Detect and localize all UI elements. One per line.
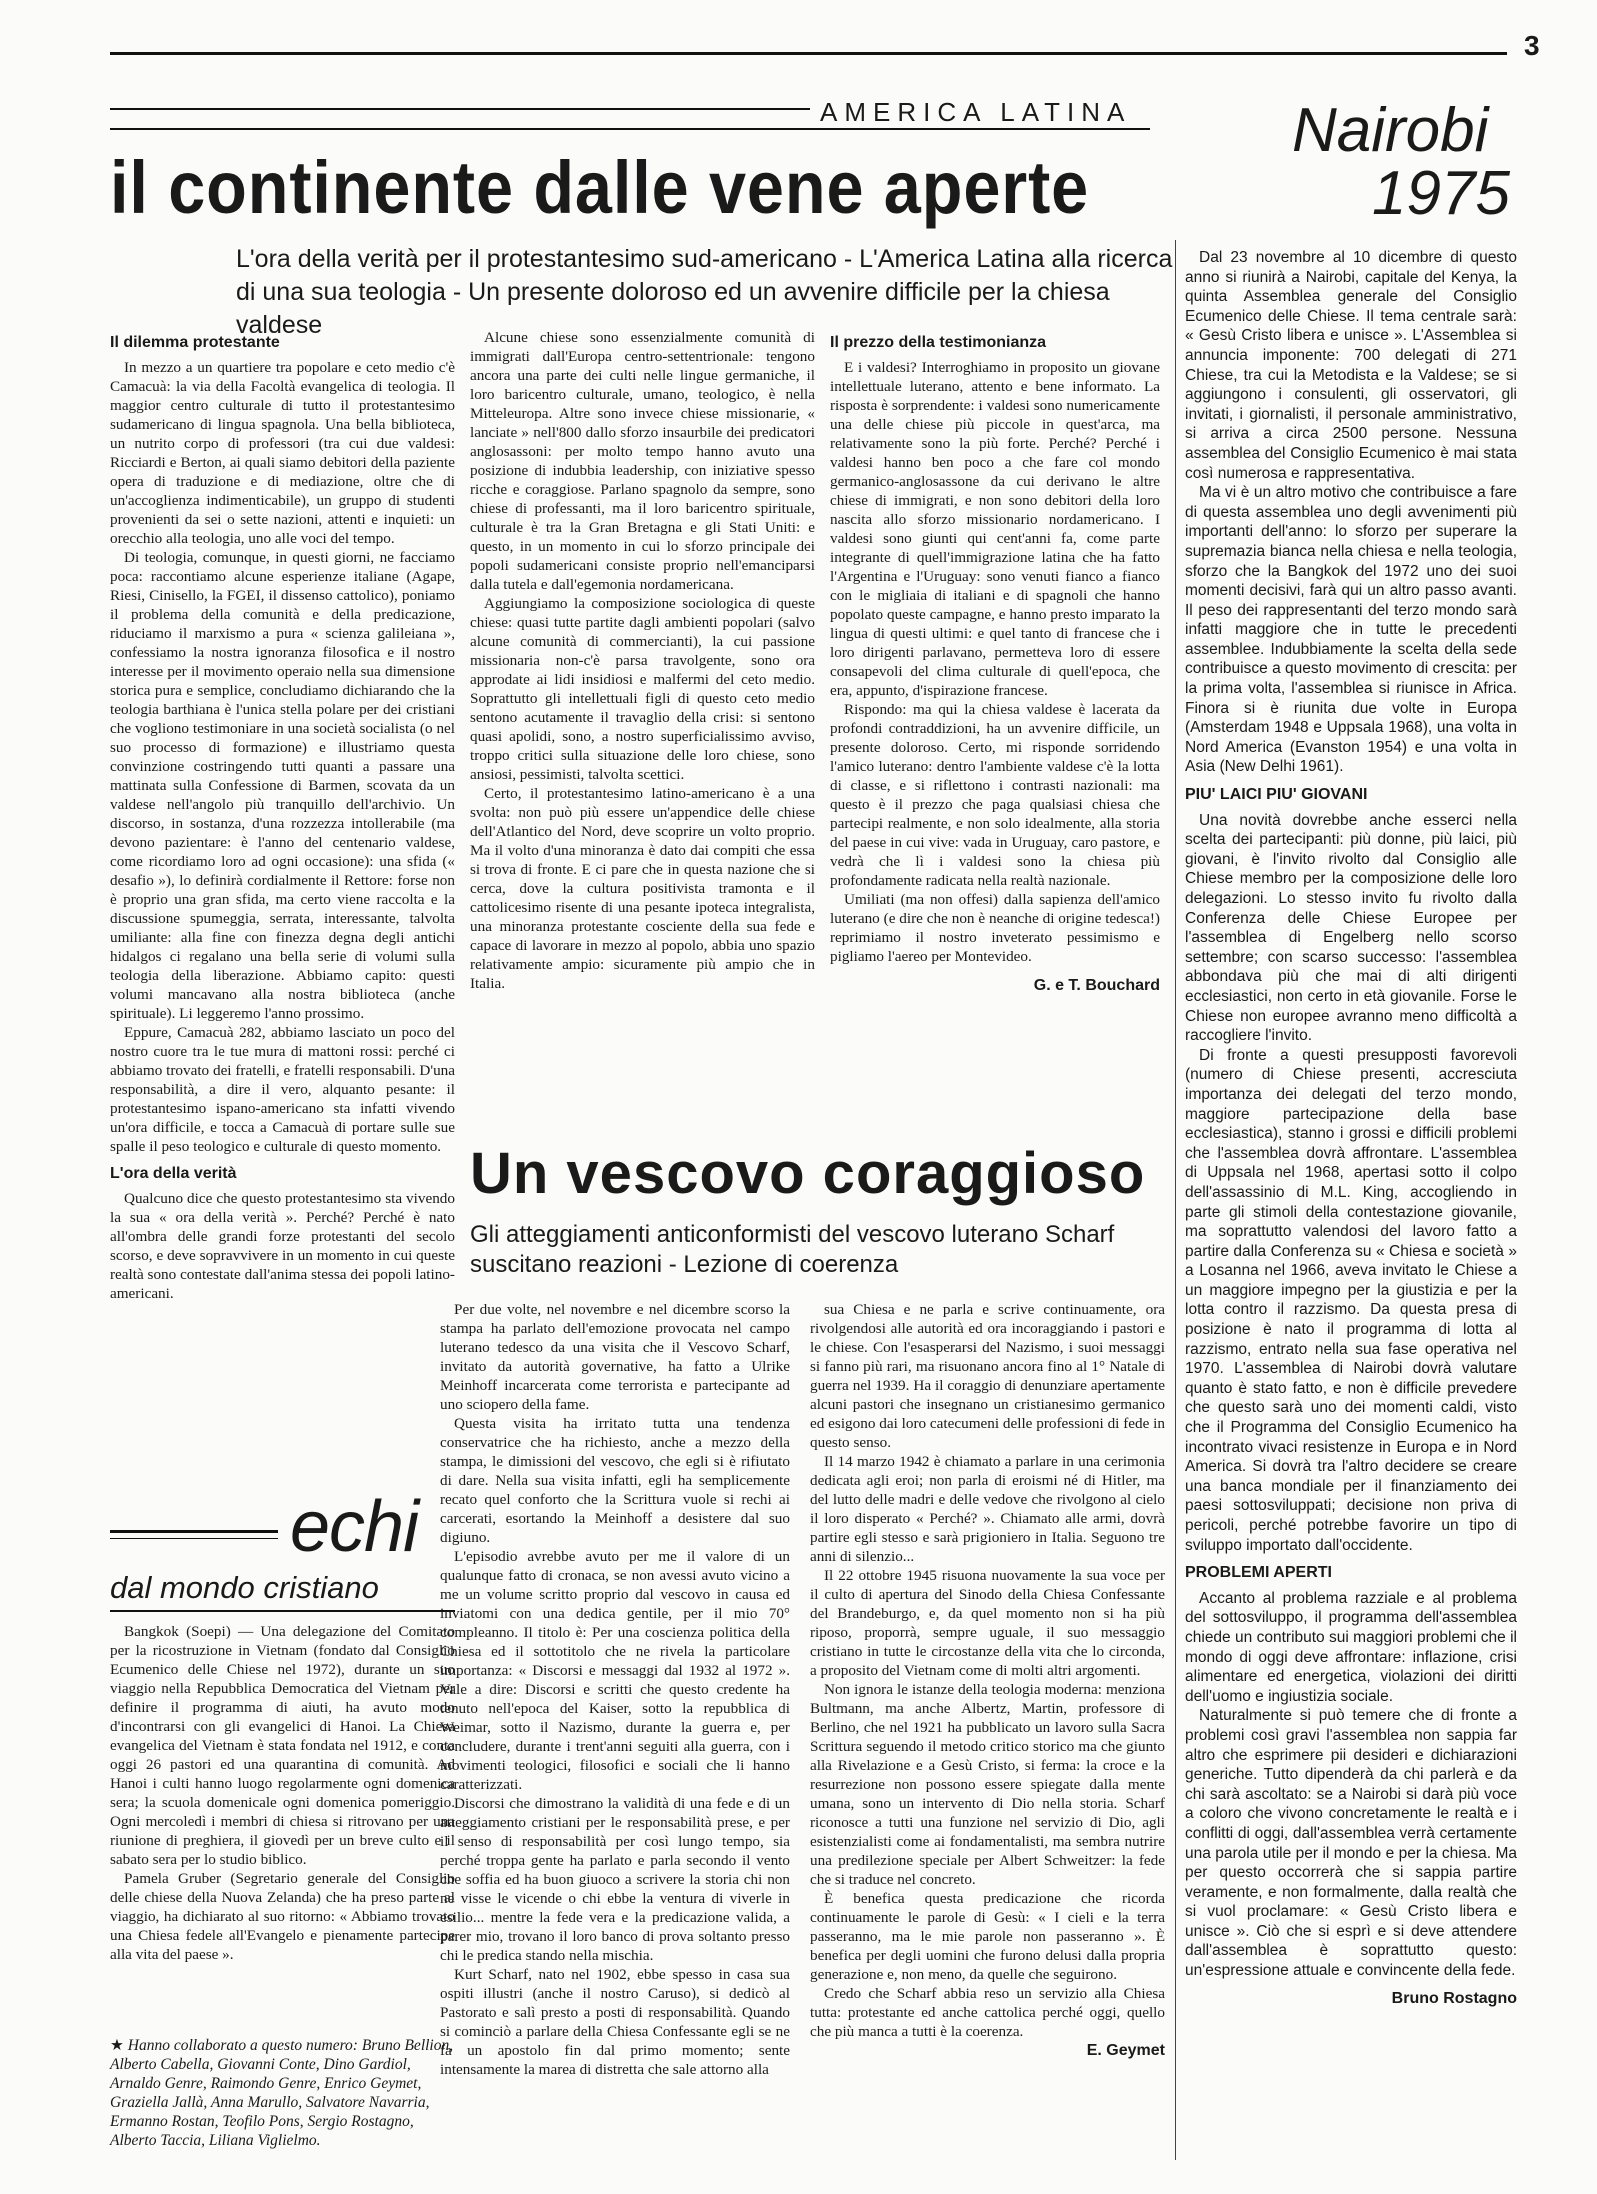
article1-column3 (830, 325, 1160, 995)
paragraph: Ma vi è un altro motivo che contribuisce a fare di questa assemblea uno degli avvenimenti più importanti dell'anno: lo sforzo per superare la supremazia bianca nella chiesa e nella teologia, sforzo che la Bangkok del 1972 uno dei suoi momenti decisivi, farà qui un altro passo avanti. Il peso dei rappresentanti del terzo mondo sarà infatti maggiore che in tutte le precedenti assemblee. Indubbiamente la scelta della sede contribuisce a questo movimento di crescita: per la prima volta, l'assemblea si riunisce in Africa. Finora si è riunita due volte in Europa (Amsterdam 1948 e Uppsala 1968), una volta in Nord America (Evanston 1954) e una volta in Asia (New Delhi 1961). (1185, 484, 1517, 776)
paragraph: Umiliati (ma non offesi) dalla sapienza dell'amico luterano (e dire che non è neanche di origine tedesca!) reprimiamo il nostro inveterato pessimismo e pigliamo l'aereo per Montevideo. (830, 891, 1160, 965)
nairobi-signature: Bruno Rostagno (1391, 1989, 1517, 2007)
echi-body (110, 1622, 455, 1964)
paragraph: Pamela Gruber (Segretario generale del Consiglio delle chiese della Nuova Zelanda) che ha preso parte al viaggio, ha dichiarato al suo ritorno: « Abbiamo trovato una Chiesa fedele all'Evangelo e pienamente partecipe alla vita del paese ». (110, 1870, 455, 1963)
article2-column2 (810, 1300, 1165, 2060)
paragraph: Aggiungiamo la composizione sociologica di queste chiese: quasi tutte partite dagli ambienti popolari (salvo alcune comunità di commercianti), la cui passione missionaria non-c'è parsa travolgente, sono ora approdate ai lidi insidiosi e malfermi del ceto medio. Soprattutto gli intellettuali figli di questo ceto medio sentono acutamente il travaglio della crisi: si sentono quasi apolidi, sono, a nostro superficialissimo avviso, troppo critici sulla situazione delle loro chiese, sono ansiosi, pessimisti, talvolta scettici. (470, 595, 815, 783)
headline-rule (110, 128, 1150, 130)
paragraph: In mezzo a un quartiere tra popolare e ceto medio c'è Camacuà: la via della Facoltà evangelica di teologia. Il maggior centro culturale di tutto il protestantesimo sudamericano di lingua spagnola. Una bella biblioteca, un nutrito corpo di professori (tra cui due valdesi: Ricciardi e Berton, ai quali siamo debitori della paziente opera di traduzione e di mediazione, oltre che di un'accoglienza indimenticabile), un gruppo di studenti provenienti da sei o sette nazioni, attenti e inquieti: un orecchio alla teologia, uno alle voci del tempo. (110, 359, 455, 547)
article1-column1 (110, 325, 455, 1303)
paragraph: Discorsi che dimostrano la validità di una fede e di un atteggiamento cristiani per le responsabilità prese, e per il senso di responsabilità per così lungo tempo, sia perché troppa gente ha parlato e parla secondo il vento che soffia ed ha buon giuoco a scrivere la storia chi non ne visse le vicende o chi ebbe la ventura di viverle in esilio... mentre la fede vera e la predicazione valida, a parer mio, trovano il loro banco di prova soltanto presso chi le predica stando nella mischia. (440, 1795, 790, 1964)
paragraph: È benefica questa predicazione che ricorda continuamente le parole di Gesù: « I cieli e la terra passeranno, ma le mie parole non passeranno ». È benefica per degli uomini che furono delusi dalla propria generazione e, non meno, da quelle che seguirono. (810, 1890, 1165, 1983)
subheading: L'ora della verità (110, 1165, 237, 1182)
side-title-line2: 1975 (1372, 159, 1510, 228)
paragraph: Accanto al problema razziale e al problema del sottosviluppo, il programma dell'assemblea chiede un contributo sui maggiori problemi che il mondo di oggi deve affrontare: inflazione, crisi alimentare ed energetica, violazioni dei diritti dell'uomo e ingiustizia sociale. (1185, 1589, 1517, 1705)
paragraph: Kurt Scharf, nato nel 1902, ebbe spesso in casa sua ospiti illustri (anche il nostro Caruso), si dedicò al Pastorato e salì presto a posti di responsabilità. Quando si cominciò a parlare della Chiesa Confessante egli se ne fa un apostolo fin dal primo momento; sente intensamente la marea di distretta che sale attorno alla (440, 1966, 790, 2078)
article1-column2 (470, 328, 815, 993)
paragraph: Credo che Scharf abbia reso un servizio alla Chiesa tutta: protestante ed anche cattolica perché oggi, quello che più manca a tutti è la coerenza. (810, 1985, 1165, 2040)
paragraph: Non ignora le istanze della teologia moderna: menziona Bultmann, ma anche Albertz, Martin, professore di Berlino, che nel 1921 ha pubblicato un lavoro sulla Sacra Scrittura seguendo il metodo critico storico ma che giunto alla Rivelazione e a Gesù Cristo, si ferma: la croce e la resurrezione non possono essere spiegate dalla mente umana, sono un intervento di Dio nella storia. Scharf riconosce a tutti una funzione nel servizio di Dio, agli esistenzialisti come ai fondamentalisti, ma sembra nutrire una predilezione speciale per Albert Schweitzer: la fede che si traduce nel concreto. (810, 1681, 1165, 1888)
side-title-line1: Nairobi (1292, 96, 1489, 165)
article2-deck: Gli atteggiamenti anticonformisti del vescovo luterano Scharf suscitano reazioni - Lezione di coerenza (470, 1221, 1115, 1278)
paragraph: Qualcuno dice che questo protestantesimo sta vivendo la sua « ora della verità ». Perché? Perché è nato all'ombra delle grandi forze protestanti del secolo scorso, e deve sopravvivere in un momento in cui queste realtà sono contestate dall'anima stessa dei popoli latino-americani. (110, 1190, 455, 1302)
star-icon: ★ (110, 2037, 124, 2054)
echi-subtitle: dal mondo cristiano (110, 1570, 379, 1605)
paragraph: Per due volte, nel novembre e nel dicembre scorso la stampa ha parlato dell'emozione provocata nel campo luterano tedesco da una visita che il Vescovo Scharf, invitato da autorità governative, ha fatto a Ulrike Meinhoff incarcerata come terrorista e partecipante ad uno sciopero della fame. (440, 1301, 790, 1413)
paragraph: Bangkok (Soepi) — Una delegazione del Comitato per la ricostruzione in Vietnam (fondato dal Consiglio Ecumenico delle Chiese nel 1972), durante un suo viaggio nella Repubblica Democratica del Vietnam per definire il programma di aiuti, ha avuto modo d'incontrarsi con gli evangelici di Hanoi. La Chiesa evangelica del Vietnam è stata fondata nel 1912, e conta oggi 26 pastori ed una quarantina di comunità. Ad Hanoi i culti hanno luogo regolarmente ogni domenica sera; la scuola domenicale ogni domenica pomeriggio. Ogni mercoledì i membri di chiesa si ritrovano per una riunione di preghiera, il giovedì per un breve culto e il sabato sera per lo studio biblico. (110, 1623, 455, 1868)
article-deck: L'ora della verità per il protestantesimo sud-americano - L'America Latina alla ricerca di una sua teologia - Un presente doloroso ed un avvenire difficile per la chiesa valdese (236, 245, 1173, 339)
article1-signature: G. e T. Bouchard (1033, 977, 1160, 994)
paragraph: sua Chiesa e ne parla e scrive continuamente, ora rivolgendosi alle autorità ed ora incoraggiando i pastori e le chiese. Con l'esasperarsi del Nazismo, i suoi messaggi si fanno più rari, ma risuonano ancora fino al 1° Natale di guerra nel 1939. Ha il coraggio di denunziare apertamente alcuni pastori che insegnano un cristianesimo germanico ed esigono dai loro catecumeni delle professioni di fede in questo senso. (810, 1301, 1165, 1451)
paragraph: E i valdesi? Interroghiamo in proposito un giovane intellettuale luterano, attento e bene informato. La risposta è sorprendente: i valdesi sono numericamente una delle chiese più piccole in quest'arca, ma relativamente sono la più forte. Perché? Perché i valdesi hanno ben poco a che fare col mondo germanico-anglosassone da cui derivano le altre chiese di immigrati, e non sono debitori della loro nascita allo sforzo missionario nordamericano. I valdesi sono giunti qui cent'anni fa, come parte integrante di quell'immigrazione latina che ha fatto l'Argentina e l'Uruguay: sono venuti fianco a fianco con le migliaia di italiani e di spagnoli che hanno popolato queste campagne, e hanno presto imparato la lingua di questi ultimi: e quel tanto di francese che i loro dirigenti parlavano, permetteva loro di essere consapevoli del clima culturale di quell'epoca, che era, appunto, d'ispirazione francese. (830, 359, 1160, 699)
paragraph: Eppure, Camacuà 282, abbiamo lasciato un poco del nostro cuore tra le tue mura di mattoni rossi: perché ci abbiamo trovato dei fratelli, e fratelli responsabili. D'una responsabilità, a dire il vero, alquanto pesante: il protestantesimo ispano-americano sta infatti vivendo un'ora difficile, e tocca a Camacuà di portare sulle sue spalle il peso teologico e culturale di questo momento. (110, 1024, 455, 1155)
column-divider (1175, 240, 1176, 2160)
echi-rule (110, 1530, 278, 1533)
page-headline: il continente dalle vene aperte (110, 146, 1090, 229)
nairobi-column (1185, 248, 1517, 2008)
section-kicker: AMERICA LATINA (820, 97, 1132, 127)
subheading: Il prezzo della testimonianza (830, 334, 1047, 351)
paragraph: L'episodio avrebbe avuto per me il valore di un qualunque fatto di cronaca, se non avessi avuto vicino a me un volume scritto proprio dal vescovo in causa ed inviatomi con una dedica gentile, per il mio 70° compleanno. Il titolo è: Per una coscienza politica della Chiesa ed il sottotitolo che ne rivela la particolare importanza: « Discorsi e messaggi dal 1932 al 1972 ». Vale a dire: Discorsi e scritti che questo credente ha tenuto nell'epoca del Kaiser, sotto la repubblica di Weimar, sotto il Nazismo, durante la guerra e, per concludere, durante i trent'anni seguiti alla guerra, con i movimenti teologici, filosofici e sociali che li hanno caratterizzati. (440, 1548, 790, 1793)
credits (110, 2036, 455, 2150)
subheading: Il dilemma protestante (110, 334, 280, 351)
paragraph: Di fronte a questi presupposti favorevoli (numero di Chiese presenti, accresciuta importanza dei delegati del terzo mondo, maggiore partecipazione della base ecclesiastica), stanno i grossi e difficili problemi che l'assemblea dovrà affrontare. L'assemblea di Uppsala nel 1968, apertasi sotto il colpo dell'assassinio di M.L. King, accogliendo in parte gli stimoli della contestazione giovanile, ma soprattutto valendosi del lavoro fatto a partire dalla Conferenza su « Chiesa e società » a Losanna nel 1966, aveva invitato le Chiese a un maggiore impegno per la giustizia e per la lotta contro il razzismo. Da questa presa di posizione è nato il programma di lotta al razzismo, entrato nella sua fase operativa nel 1970. L'assemblea di Nairobi dovrà valutare quanto è stato fatto, e non è difficile prevedere che questo sarà uno dei momenti caldi, visto che il Programma del Consiglio Ecumenico ha incontrato vivaci resistenze in Europa e in Nord America. Si dovrà tra l'altro decidere se creare una banca mondiale per il finanziamento dei paesi sottosviluppati; decisione non priva di pericoli, perché potrebbe favorire un tipo di sviluppo importato dall'occidente. (1185, 1046, 1517, 1554)
article2-column1 (440, 1300, 790, 2079)
kicker-rule (110, 108, 810, 110)
paragraph: Rispondo: ma qui la chiesa valdese è lacerata da profondi contraddizioni, ha un avvenire difficile, un presente doloroso. Certo, mi risponde sorridendo l'amico luterano: dentro l'ambiente valdese c'è la lotta di classe, e si riflettono i contrasti nazionali: ma questo è il prezzo che paga qualsiasi chiesa che partecipi realmente, e non solo idealmente, alla storia del paese in cui vive: vada in Uruguay, caro pastore, e vedrà che lì i valdesi sono la chiesa più profondamente radicata nella realtà nazionale. (830, 701, 1160, 889)
article2-signature: E. Geymet (1086, 2042, 1165, 2059)
page-number: 3 (1524, 30, 1540, 61)
echi-title: echi (290, 1487, 419, 1567)
echi-rule (110, 1610, 455, 1612)
article2-headline: Un vescovo coraggioso (470, 1141, 1146, 1206)
paragraph: Alcune chiese sono essenzialmente comunità di immigrati dall'Europa centro-settentrionale: tengono ancora una parte dei culti nelle lingue germaniche, il loro baricentro culturale, umano, teologico, è nella Mitteleuropa. Altre sono invece chiese missionarie, « lanciate » nell'800 dallo sforzo insaurbile dei predicatori anglosassoni: per molto tempo hanno avuto una posizione di indubbia leadership, con iniziative spesso ricche e coraggiose. Parlano spagnolo da sempre, sono chiese di professanti, ma il loro baricentro spirituale, culturale è tra la Gran Bretagna e gli Stati Uniti: e questo, in un momento in cui lo sforzo principale dei popoli sudamericani consiste proprio nell'emanciparsi dalla tutela e dall'egemonia nordamericana. (470, 329, 815, 593)
paragraph: Di teologia, comunque, in questi giorni, ne facciamo poca: raccontiamo alcune esperienze italiane (Agape, Riesi, Cinisello, la FGEI, il dissenso cattolico), poniamo il problema della comunità e della predicazione, riduciamo il marxismo a pura « scienza galileiana », confessiamo la nostra ignoranza filosofica e il nostro interesse per il movimento operaio nella sua dimensione storica pura e semplice, concludiamo dichiarando che la teologia barthiana è l'unica stella polare per dei cristiani che vogliono testimoniare in una società socialista (o nel suo processo di formazione) e illustriamo questa convinzione costringendo tutti quanti a passare una mattinata sulla Confessione di Barmen, scovata da un valdese nell'angolo più tranquillo dell'archivio. Un discorso, in sostanza, d'una rozzezza intollerabile (ma devono pazientare: è l'anno del centenario valdese, come ricordiamo loro ad ogni occasione): una sfida (« desafio »), lo definirà cordialmente il Rettore: forse non è proprio una gran sfida, ma certo viene raccolta e la discussione spumeggia, serrata, interessante, talvolta umiliante: alla fine con finezza degna degli antichi hidalgos ci regalano una bella serie di volumi sulla teologia della liberazione. Abbiamo capito: questi volumi mancavano alla nostra biblioteca (anche spirituale). Li leggeremo l'anno prossimo. (110, 549, 455, 1022)
subheading: PROBLEMI APERTI (1185, 1564, 1332, 1582)
paragraph: Dal 23 novembre al 10 dicembre di questo anno si riunirà a Nairobi, capitale del Kenya, la quinta Assemblea generale del Consiglio Ecumenico delle Chiese. Il tema centrale sarà: « Gesù Cristo libera e unisce ». L'Assemblea si annuncia imponente: 700 delegati di 271 Chiese, tra cui la Metodista e la Valdese; se si aggiungono i consulenti, gli osservatori, gli invitati, i giornalisti, il personale amministrativo, si arriva a circa 2500 persone. Nessuna assemblea del Consiglio Ecumenico è mai stata così numerosa e rappresentativa. (1185, 249, 1517, 482)
paragraph: Naturalmente si può temere che di fronte a problemi così gravi l'assemblea non sappia far altro che esprimere pii desideri e dichiarazioni generiche. Tutto dipenderà da chi parlerà e da chi sarà ascoltato: se a Nairobi si darà più voce a coloro che vivono concretamente le realtà e i conflitti di oggi, dall'assemblea verrà certamente una parola utile per il mondo e per la chiesa. Ma per questo occorrerà che si sappia partire veramente, e non formalmente, dalla realtà che si vuol proclamare: « Gesù Cristo libera e unisce ». Ciò che si esprì e si deve attendere dall'assemblea è soprattutto questo: un'espressione attuale e convincente della fede. (1185, 1707, 1517, 1980)
paragraph: Questa visita ha irritato tutta una tendenza conservatrice che ha richiesto, anche a mezzo della stampa, le dimissioni del vescovo, che egli si è rifiutato di dare. Nella sua visita infatti, egli ha semplicemente recato quel conforto che la Scrittura vuole si rechi ai carcerati, esortando la Meinhoff a desistere dal suo digiuno. (440, 1415, 790, 1546)
echi-rule (110, 1538, 278, 1539)
paragraph: Certo, il protestantesimo latino-americano è a una svolta: non può più essere un'appendice delle chiese dell'Atlantico del Nord, deve scoprire un volto proprio. Ma il volto d'una minoranza è dato dai compiti che essa si trova di fronte. E ci pare che in questa nazione che si cerca, dove la cultura positivista tramonta e il cattolicesimo risente di una pesante ipoteca integralista, una minoranza protestante cosciente della sua fede e capace di lavorare in mezzo al popolo, abbia uno spazio relativamente ampio: sicuramente più ampio che in Italia. (470, 785, 815, 992)
paragraph: Il 14 marzo 1942 è chiamato a parlare in una cerimonia dedicata agli eroi; non parla di eroismi né di Hitler, ma del lutto delle madri e delle vedove che rivolgono al cielo il loro disperato « Perché? ». Chiamato alle armi, dovrà partire egli stesso e sarà prigioniero in Italia. Seguono tre anni di silenzio... (810, 1453, 1165, 1565)
credits-text: Hanno collaborato a questo numero: Bruno Bellion, Alberto Cabella, Giovanni Conte, Dino Gardiol, Arnaldo Genre, Raimondo Genre, Enrico Geymet, Graziella Jallà, Anna Marullo, Salvatore Navarria, Ermanno Rostan, Teofilo Pons, Sergio Rostagno, Alberto Taccia, Liliana Viglielmo. (110, 2037, 454, 2149)
paragraph: Il 22 ottobre 1945 risuona nuovamente la sua voce per il culto di apertura del Sinodo della Chiesa Confessante del Brandeburgo, e, da quel momento non si ha più riposo, proporrà, sempre uguale, il suo messaggio cristiano in tutte le circostanze della vita che lo circonda, a proposito del Vietnam come di molti altri argomenti. (810, 1567, 1165, 1679)
top-rule (110, 52, 1507, 55)
subheading: PIU' LAICI PIU' GIOVANI (1185, 786, 1368, 804)
paragraph: Una novità dovrebbe anche esserci nella scelta dei partecipanti: più donne, più laici, più giovani, è l'invito rivolto dal Consiglio alle Chiese membro per la composizione delle loro delegazioni. Lo stesso invito fu rivolto dalla Conferenza delle Chiese Europee per l'assemblea di Engelberg nello scorso settembre; con scarso successo: l'assemblea abbondava più che mai di alti dirigenti ecclesiastici, non certo in età giovanile. Forse le Chiese non europee avranno meno difficoltà a raccogliere l'invito. (1185, 811, 1517, 1045)
